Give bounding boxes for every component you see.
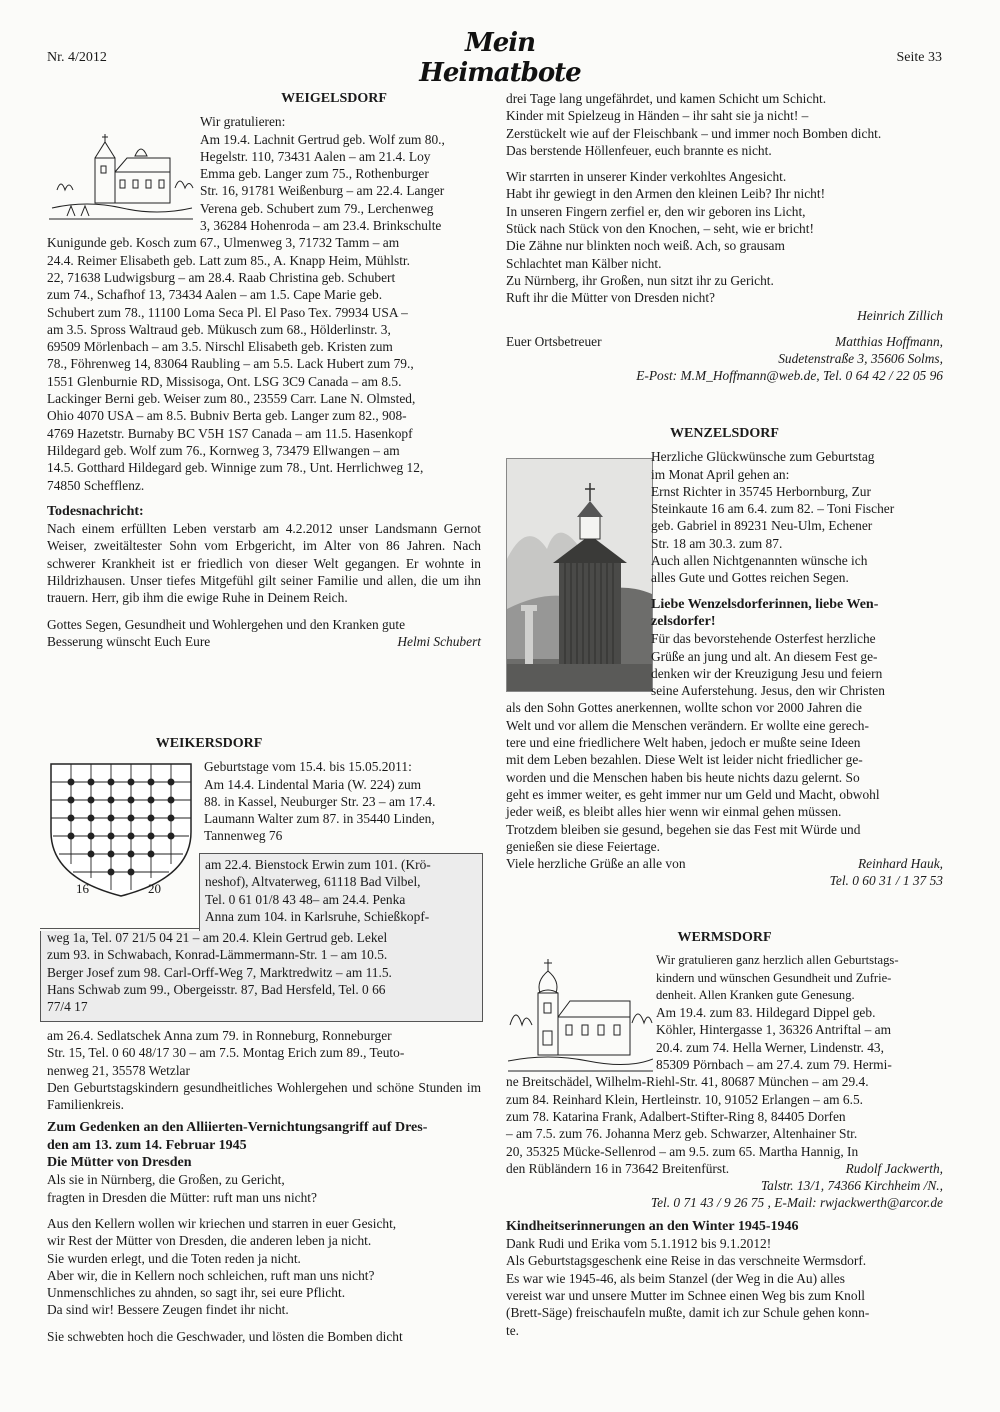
poem-line: Unmenschliches zu ahnden, so sagt ihr, sei eure Pflicht. — [47, 1285, 346, 1301]
wenzelsdorf-line: denken wir der Kreuzigung Jesu und feiern — [651, 665, 883, 681]
easter-greeting-title: Liebe Wenzelsdorferinnen, liebe Wen- — [651, 596, 879, 612]
poem-line: Aus den Kellern wollen wir kriechen und starren in euer Gesicht, — [47, 1215, 397, 1231]
wenzelsdorf-line: Für das bevorstehende Osterfest herzliche — [651, 631, 876, 647]
poem-line: In unseren Fingern zerfiel er, den wir geboren ins Licht, — [506, 203, 806, 219]
masthead-title: Mein Heimatbote — [419, 28, 581, 88]
poem-line: Schlachtet man Kälber nicht. — [506, 255, 662, 271]
wermsdorf-line: 85309 Pörnbach – am 27.4. zum 79. Hermi- — [656, 1057, 892, 1073]
wenzelsdorf-greeting: Viele herzliche Grüße an alle von — [506, 856, 686, 872]
wenzelsdorf-section — [506, 425, 943, 890]
poem-line: Habt ihr gewiegt in den Armen den kleinen Leib? Ihr nicht! — [506, 186, 826, 202]
betreuer-label: Euer Ortsbetreuer — [506, 333, 602, 349]
weikersdorf-line: nenweg 21, 35578 Wetzlar — [47, 1062, 190, 1078]
wenzelsdorf-line: im Monat April gehen an: — [651, 466, 790, 482]
weikersdorf-line: Laumann Walter zum 87. in 35440 Linden, — [204, 811, 435, 827]
weigelsdorf-line: 78., Föhrenweg 14, 83064 Raubling – am 5.5. Lack Hubert zum 79., — [47, 356, 414, 372]
death-notice-text: Nach einem erfüllten Leben verstarb am 4.2.2012 unser Landsmann Gernot Weiser, zweitältester Sohn vom Erbgericht, im Alter von 86 Jahren. Nach schwerer Krankheit ist er friedlich von dieser Welt gegangen. Er wohnte in Hildrizhausen. Unser tiefes Mitgefühl gilt seiner Familie und allen, die um ihn trauern. Herr, gib ihm die ewige Ruhe in Deinem Reich. — [47, 521, 481, 606]
wenzelsdorf-line: Str. 18 am 30.3. zum 87. — [651, 535, 783, 551]
weigelsdorf-line: Ohio 4070 USA – am 8.5. Bubniv Berta geb. Langer zum 82., 908- — [47, 408, 407, 424]
memorial-title: Zum Gedenken an den Alliierten-Vernichtungsangriff auf Dres- — [47, 1120, 428, 1136]
poem-line: Sie schwebten hoch die Geschwader, und lösten die Bomben dicht — [47, 1328, 403, 1344]
wermsdorf-line: kindern und wünschen Gesundheit und Zufrie- — [656, 970, 892, 985]
weigelsdorf-line: 74850 Schefflenz. — [47, 477, 145, 493]
weigelsdorf-closing: Besserung wünscht Euch Eure — [47, 633, 211, 649]
weikersdorf-box-text — [205, 856, 477, 925]
weikersdorf-line: Geburtstage vom 15.4. bis 15.05.2011: — [204, 759, 412, 775]
wermsdorf-line: zum 78. Katarina Frank, Adalbert-Stifter-Ring 8, 84405 Dorfen — [506, 1108, 846, 1124]
weigelsdorf-line: am 3.5. Spross Waltraud geb. Mükusch zum 68., Hölderlinstr. 3, — [47, 321, 391, 337]
weikersdorf-continued — [47, 1027, 481, 1345]
crest-year-left: 16 — [76, 881, 89, 896]
weigelsdorf-line: zum 74., Schafhof 13, 73434 Aalen – am 1.5. Cape Marie geb. — [47, 287, 383, 303]
wermsdorf-line: Köhler, Hintergasse 1, 36326 Antriftal – am — [656, 1022, 891, 1038]
memories-line: Als Geburtstagsgeschenk eine Reise in das verschneite Wermsdorf. — [506, 1253, 867, 1269]
weigelsdorf-line: 14.5. Gotthard Hildegard geb. Winnige zum 78., Unt. Herrlichweg 12, — [47, 460, 424, 476]
easter-greeting-title: zelsdorfer! — [651, 613, 716, 629]
wermsdorf-line: Wir gratulieren ganz herzlich allen Geburtstags- — [656, 953, 899, 968]
wermsdorf-address: Talstr. 13/1, 74366 Kirchheim /N., — [760, 1178, 943, 1194]
weigelsdorf-line: Lackinger Berni geb. Weiser zum 80., 23559 Carr. Lane N. Olmsted, — [47, 391, 416, 407]
poem-continuation — [506, 90, 943, 385]
weigelsdorf-line: 69509 Mörlenbach – am 3.5. Nirschl Elisabeth geb. Kristen zum — [47, 339, 393, 355]
poem-line: wir Rest der Mütter von Dresden, die anderen leben ja nicht. — [47, 1233, 372, 1249]
poem-line: drei Tage lang ungefährdet, und kamen Schicht um Schicht. — [506, 91, 827, 106]
box-line: weg 1a, Tel. 07 21/5 04 21 – am 20.4. Klein Gertrud geb. Lekel — [47, 930, 388, 945]
memories-line: Es war wie 1945-46, als beim Stanzel (der Weg in die Au) alles — [506, 1270, 845, 1286]
weikersdorf-line: 88. in Kassel, Neuburger Str. 23 – am 17.4. — [204, 793, 436, 809]
poem-line: fragten in Dresden die Mütter: ruft man uns nicht? — [47, 1189, 317, 1205]
weigelsdorf-line: Emma geb. Langer zum 75., Rothenburger — [200, 166, 429, 182]
crest-year-right: 20 — [148, 881, 161, 896]
poem-line: Da sind wir! Bessere Zeugen findet ihr nicht. — [47, 1302, 289, 1318]
wenzelsdorf-line: Ernst Richter in 35745 Herbornburg, Zur — [651, 483, 871, 499]
wenzelsdorf-line: Grüße an jung und alt. An diesem Fest ge- — [651, 648, 878, 664]
wenzelsdorf-title: WENZELSDORF — [670, 426, 779, 441]
betreuer-name: Matthias Hoffmann, — [835, 333, 943, 349]
box-line: neshof), Altvaterweg, 61118 Bad Vilbel, — [205, 874, 421, 890]
poem-line: Sie wurden erlegt, und die Toten reden ja nicht. — [47, 1250, 301, 1266]
wermsdorf-line: 20, 35325 Mücke-Sellenrod – am 9.5. zum 65. Martha Hannig, In — [506, 1143, 859, 1159]
wenzelsdorf-line: mit dem Leben bezahlen. Diese Welt ist leider nicht friedlicher ge- — [506, 752, 863, 768]
weigelsdorf-section — [47, 90, 481, 650]
poem-title: Die Mütter von Dresden — [47, 1155, 192, 1171]
weigelsdorf-line: 3, 36284 Hohenroda – am 23.4. Brinkschulte — [200, 218, 442, 234]
box-line: am 22.4. Bienstock Erwin zum 101. (Krö- — [205, 857, 431, 872]
weigelsdorf-closing: Gottes Segen, Gesundheit und Wohlergehen und den Kranken gute — [47, 616, 406, 632]
wermsdorf-signature: Rudolf Jackwerth, — [845, 1160, 943, 1176]
wenzelsdorf-line: Auch allen Nichtgenannten wünsche ich — [651, 553, 868, 569]
poem-line: Zerstückelt wie auf der Fleischbank – und immer noch Bomben dicht. — [506, 125, 882, 141]
weigelsdorf-greeting: Wir gratulieren: — [200, 114, 286, 130]
weigelsdorf-signature: Helmi Schubert — [397, 633, 481, 649]
wermsdorf-line: 20.4. zum 74. Hella Werner, Lindenstr. 43, — [656, 1039, 884, 1055]
wenzelsdorf-tel: Tel. 0 60 31 / 1 37 53 — [829, 873, 943, 889]
weigelsdorf-line: Am 19.4. Lachnit Gertrud geb. Wolf zum 80., — [200, 131, 445, 147]
poem-author: Heinrich Zillich — [857, 307, 943, 323]
wermsdorf-line: – am 7.5. zum 76. Johanna Merz geb. Schwarzer, Altenhainer Str. — [506, 1126, 858, 1142]
wermsdorf-title: WERMSDORF — [677, 930, 772, 945]
betreuer-address: Sudetenstraße 3, 35606 Solms, — [778, 351, 943, 367]
wermsdorf-section — [506, 929, 943, 1339]
wermsdorf-line: zum 84. Reinhard Klein, Hertleinstr. 10, 91052 Erlangen – am 6.5. — [506, 1091, 864, 1107]
weikersdorf-section — [47, 735, 481, 845]
wermsdorf-line: denheit. Allen Kranken gute Genesung. — [656, 987, 855, 1002]
memories-line: Dank Rudi und Erika vom 5.1.1912 bis 9.1.2012! — [506, 1236, 772, 1252]
box-line: zum 93. in Schwabach, Konrad-Lämmermann-Str. 1 – am 10.5. — [47, 947, 388, 963]
wenzelsdorf-line: tere und eine friedlichere Welt haben, jedoch er mußte seine Ideen — [506, 735, 861, 751]
weikersdorf-wish: Den Geburtstagskindern gesundheitliches Wohlergehen und schöne Stunden im Familienkreis. — [47, 1079, 481, 1113]
weikersdorf-line: am 26.4. Sedlatschek Anna zum 79. in Ronneburg, Ronneburger — [47, 1028, 392, 1043]
wenzelsdorf-line: Steinkaute 16 am 6.4. zum 82. – Toni Fischer — [651, 501, 895, 517]
weigelsdorf-line: Hildegard geb. Wolf zum 76., Kornweg 3, 73479 Ellwangen – am — [47, 442, 400, 458]
wenzelsdorf-line: Trotzdem bleiben sie gesund, begehen sie das Fest mit Würde und — [506, 821, 861, 837]
weikersdorf-title: WEIKERSDORF — [155, 736, 263, 751]
poem-line: Ruft ihr die Mütter von Dresden nicht? — [506, 290, 715, 306]
poem-line: Aber wir, die in Kellern noch schleichen, ruft man uns nicht? — [47, 1267, 375, 1283]
poem-line: Kinder mit Spielzeug in Händen – ihr saht sie ja nicht! – — [506, 108, 809, 124]
memories-line: (Brett-Säge) freischaufeln mußte, damit ich zur Schule gehen konn- — [506, 1305, 870, 1321]
box-line: Hans Schwab zum 99., Obergeisstr. 87, Bad Hersfeld, Tel. 0 66 — [47, 981, 386, 997]
wenzelsdorf-signature: Reinhard Hauk, — [857, 856, 943, 872]
wermsdorf-line: den Rübländern 16 in 73642 Breitenfürst. — [506, 1160, 730, 1176]
weigelsdorf-line: 22, 71638 Ludwigsburg – am 28.4. Raab Christina geb. Schubert — [47, 269, 396, 285]
wenzelsdorf-line: Welt und vor allem die Menschen verändern. Er wollte eine gerech- — [506, 717, 869, 733]
box-line: 77/4 17 — [47, 999, 88, 1015]
wenzelsdorf-line: alles Gute und Gottes reichen Segen. — [651, 570, 849, 586]
box-line: Berger Josef zum 98. Carl-Orff-Weg 7, Marktredwitz – am 11.5. — [47, 964, 392, 980]
poem-line: Das berstende Höllenfeuer, euch brannte es nicht. — [506, 142, 772, 158]
wenzelsdorf-line: seine Auferstehung. Jesus, den wir Christen — [651, 683, 885, 699]
poem-line: Als sie in Nürnberg, die Großen, zu Gericht, — [47, 1172, 285, 1188]
box-line: Tel. 0 61 01/8 43 48– am 24.4. Penka — [205, 891, 406, 907]
weikersdorf-line: Str. 15, Tel. 0 60 48/17 30 – am 7.5. Montag Erich zum 89., Teuto- — [47, 1045, 405, 1061]
weigelsdorf-line: 1551 Glenburnie RD, Missisoga, Ont. LSG 3C9 Canada – am 8.5. — [47, 373, 402, 389]
memories-line: te. — [506, 1322, 520, 1338]
wermsdorf-contact: Tel. 0 71 43 / 9 26 75 , E-Mail: rwjackwerth@arcor.de — [650, 1195, 943, 1211]
death-notice-title: Todesnachricht: — [47, 503, 144, 519]
wenzelsdorf-line: jeder weiß, es bleibt alles hier wenn wir einmal gehen müssen. — [506, 804, 842, 820]
memories-line: vereist war und unsere Mutter im Schnee einen Weg bis zum Knoll — [506, 1287, 866, 1303]
weigelsdorf-line: Kunigunde geb. Kosch zum 67., Ulmenweg 3, 71732 Tamm – am — [47, 235, 400, 251]
box-line: Anna zum 104. in Karlsruhe, Schießkopf- — [205, 908, 430, 924]
weigelsdorf-line: Schubert zum 78., 11100 Loma Seca Pl. El Paso Tex. 79934 USA – — [47, 304, 408, 320]
weikersdorf-box-text-2 — [47, 929, 475, 1015]
poem-line: Stück nach Stück von den Knochen, – seht, wie er bricht! — [506, 221, 814, 237]
poem-line: Zu Nürnberg, ihr Großen, nun sitzt ihr zu Gericht. — [506, 272, 774, 288]
weikersdorf-line: Am 14.4. Lindental Maria (W. 224) zum — [204, 776, 422, 792]
wermsdorf-line: Am 19.4. zum 83. Hildegard Dippel geb. — [656, 1005, 876, 1021]
poem-line: Die Zähne nur blinkten noch weiß. Ach, so grausam — [506, 238, 785, 254]
weigelsdorf-line: Hegelstr. 110, 73431 Aalen – am 21.4. Loy — [200, 148, 431, 164]
weigelsdorf-line: 24.4. Reimer Elisabeth geb. Latt zum 85., A. Knapp Heim, Mühlstr. — [47, 252, 410, 268]
weigelsdorf-line: Str. 16, 91781 Weißenburg – am 22.4. Langer — [200, 183, 445, 199]
wenzelsdorf-line: worden und die Menschen haben bis heute nichts dazu gelernt. So — [506, 769, 860, 785]
weigelsdorf-title: WEIGELSDORF — [281, 91, 387, 106]
page-number: Seite 33 — [896, 50, 942, 65]
memorial-title: den am 13. zum 14. Februar 1945 — [47, 1137, 247, 1153]
weikersdorf-line: Tannenweg 76 — [204, 828, 283, 844]
wenzelsdorf-line: als den Sohn Gottes anerkennen, wollte schon vor 2000 Jahren die — [506, 700, 862, 716]
wenzelsdorf-line: Herzliche Glückwünsche zum Geburtstag — [651, 449, 875, 465]
wermsdorf-line: ne Breitschädel, Wilhelm-Riehl-Str. 41, 80687 München – am 29.4. — [506, 1074, 869, 1090]
memories-title: Kindheitserinnerungen an den Winter 1945-1946 — [506, 1218, 799, 1234]
issue-number: Nr. 4/2012 — [47, 50, 107, 65]
poem-line: Wir starrten in unserer Kinder verkohltes Angesicht. — [506, 169, 787, 185]
betreuer-contact: E-Post: M.M_Hoffmann@web.de, Tel. 0 64 42 / 22 05 96 — [636, 368, 943, 384]
wenzelsdorf-line: genießen sie diese Feiertage. — [506, 838, 660, 854]
wenzelsdorf-line: geb. Gabriel in 89231 Neu-Ulm, Echener — [651, 518, 873, 534]
wenzelsdorf-line: geht es immer weiter, es geht immer nur um Geld und Macht, obwohl — [506, 786, 880, 802]
weigelsdorf-line: 4769 Hazetstr. Burnaby BC V5H 1S7 Canada – am 11.5. Hasenkopf — [47, 425, 413, 441]
weigelsdorf-line: Verena geb. Schubert zum 79., Lerchenweg — [200, 200, 434, 216]
